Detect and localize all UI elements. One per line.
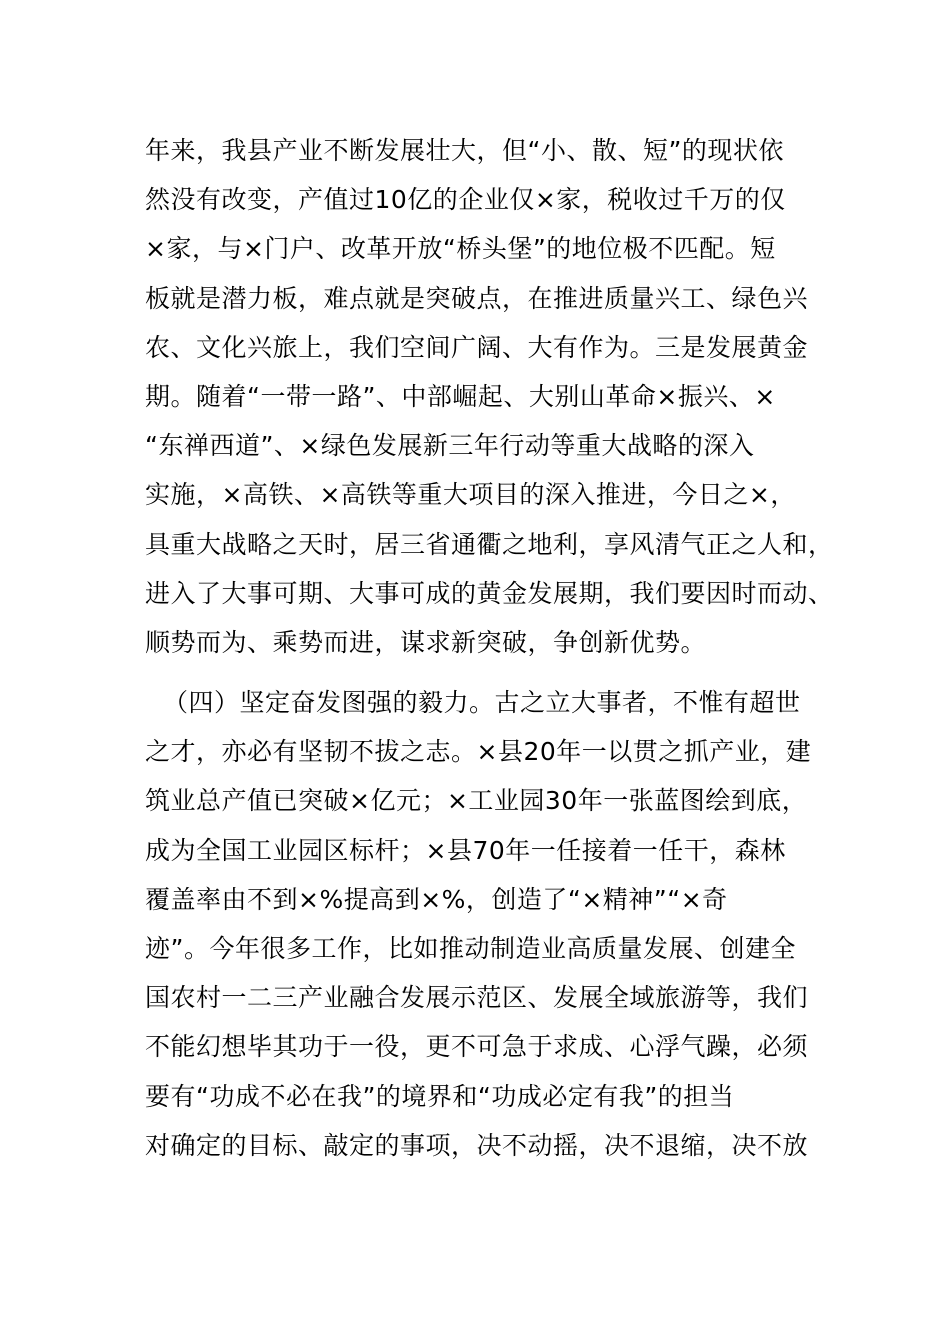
- section-heading-line: （四）坚定奋发图强的毅力。古之立大事者，不惟有超世: [163, 688, 801, 717]
- text-line: 年来，我县产业不断发展壮大，但“小、散、短”的现状依: [145, 136, 784, 165]
- text-line: 之才，亦必有坚韧不拔之志。×县20年一以贯之抓产业，建: [145, 737, 812, 767]
- text-line: 然没有改变，产值过10亿的企业仅×家，税收过千万的仅: [145, 185, 786, 215]
- text-line: 成为全国工业园区标杆；×县70年一任接着一任干，森林: [145, 835, 786, 865]
- text-line: 农、文化兴旅上，我们空间广阔、大有作为。三是发展黄金: [145, 332, 809, 362]
- text-line: 国农村一二三产业融合发展示范区、发展全域旅游等，我们: [145, 983, 809, 1013]
- paragraph-1: [145, 126, 834, 667]
- text-line: 具重大战略之天时，居三省通衢之地利，享风清气正之人和，: [145, 529, 834, 559]
- text-line: 期。随着“一带一路”、中部崛起、大别山革命×振兴、×: [145, 381, 776, 411]
- text-line: 覆盖率由不到×%提高到×%，创造了“×精神”“×奇: [145, 884, 728, 914]
- text-line: 板就是潜力板，难点就是突破点，在推进质量兴工、绿色兴: [145, 283, 809, 313]
- text-line: 对确定的目标、敲定的事项，决不动摇，决不退缩，决不放: [145, 1130, 809, 1160]
- paragraph-2: [145, 678, 810, 1170]
- text-line: “东禅西道”、×绿色发展新三年行动等重大战略的深入: [145, 431, 755, 461]
- text-line: 不能幻想毕其功于一役，更不可急于求成、心浮气躁，必须: [145, 1032, 809, 1062]
- text-line: ×家，与×门户、改革开放“桥头堡”的地位极不匹配。短: [145, 234, 776, 264]
- text-line: 实施，×高铁、×高铁等重大项目的深入推进，今日之×，: [145, 480, 796, 510]
- text-line: 顺势而为、乘势而进，谋求新突破，争创新优势。: [145, 627, 707, 657]
- text-line: 筑业总产值已突破×亿元；×工业园30年一张蓝图绘到底，: [145, 786, 808, 816]
- text-line: 迹”。今年很多工作，比如推动制造业高质量发展、创建全: [145, 933, 796, 963]
- text-line: 要有“功成不必在我”的境界和“功成必定有我”的担当: [145, 1081, 735, 1111]
- text-line: 进入了大事可期、大事可成的黄金发展期，我们要因时而动、: [145, 578, 834, 608]
